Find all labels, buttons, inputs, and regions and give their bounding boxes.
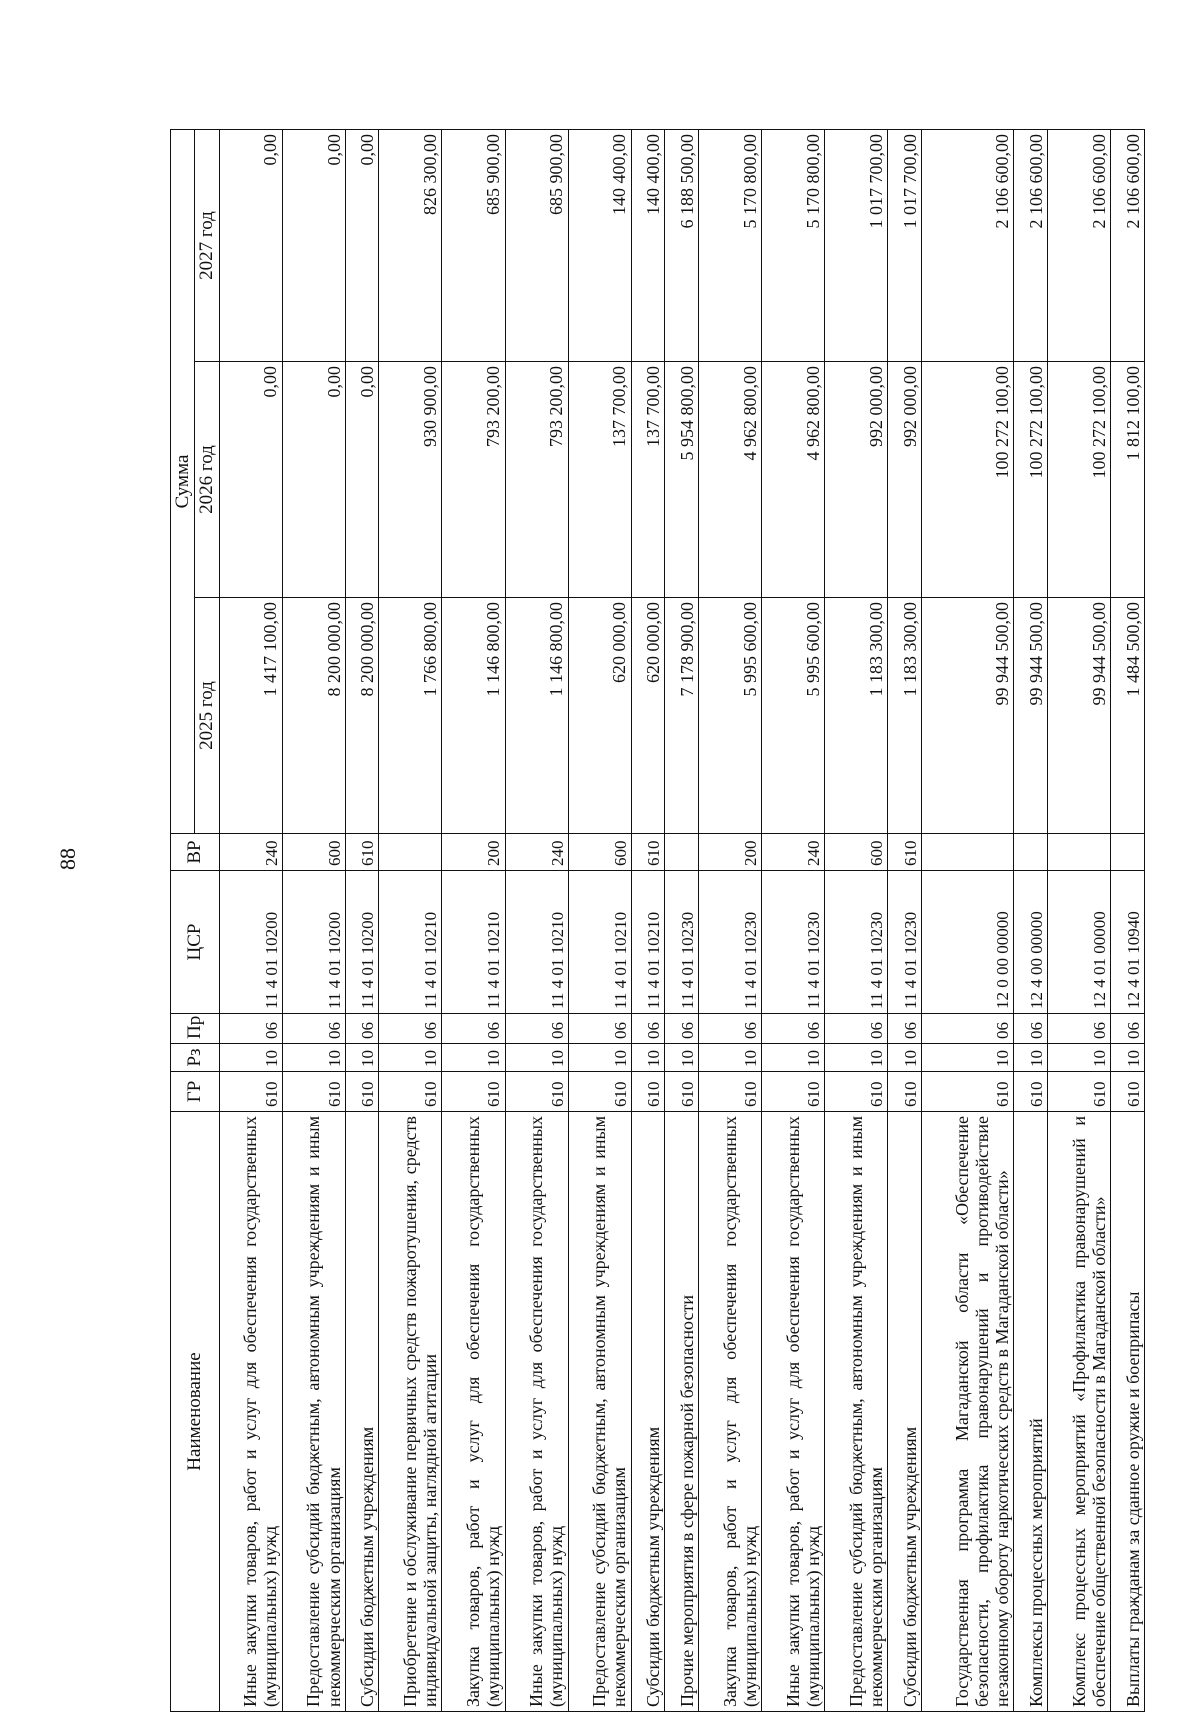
cell-2025: 1 146 800,00 [505,598,568,834]
cell-2025: 1 417 100,00 [219,598,282,834]
cell-2025: 99 944 500,00 [1014,598,1048,834]
table-body [219,130,1144,1712]
cell-pr: 06 [505,1014,568,1044]
cell-csr: 11 4 01 10210 [379,871,442,1014]
cell-pr: 06 [825,1014,888,1044]
cell-2026: 137 700,00 [568,362,631,598]
cell-name: Приобретение и обслуживание первичных средств пожаротушения, средств индивидуальной защиты, наглядной агитации [379,1112,442,1712]
cell-2025: 620 000,00 [568,598,631,834]
cell-2026: 100 272 100,00 [1048,362,1111,598]
rotated-table-container [170,130,1145,1712]
cell-2026: 992 000,00 [825,362,888,598]
table-row [1014,130,1048,1712]
cell-pr: 06 [921,1014,1013,1044]
cell-gr: 610 [345,1072,379,1112]
cell-gr: 610 [762,1072,825,1112]
cell-pr: 06 [1048,1014,1111,1044]
budget-table [170,129,1145,1712]
cell-2027: 140 400,00 [631,130,665,362]
table-row [665,130,699,1712]
cell-vr: 240 [505,834,568,871]
cell-name: Закупка товаров, работ и услуг для обеспечения государственных (муниципальных) нужд [442,1112,505,1712]
table-row [379,130,442,1712]
cell-vr: 200 [699,834,762,871]
cell-vr [1014,834,1048,871]
cell-2025: 8 200 000,00 [282,598,345,834]
cell-rz: 10 [379,1044,442,1072]
cell-pr: 06 [568,1014,631,1044]
cell-gr: 610 [282,1072,345,1112]
cell-pr: 06 [1014,1014,1048,1044]
cell-rz: 10 [345,1044,379,1072]
cell-2026: 992 000,00 [888,362,922,598]
table-row [568,130,631,1712]
cell-csr: 11 4 01 10230 [825,871,888,1014]
header-rz: Рз [171,1044,220,1072]
cell-gr: 610 [1048,1072,1111,1112]
cell-2026: 4 962 800,00 [699,362,762,598]
cell-2025: 5 995 600,00 [762,598,825,834]
cell-rz: 10 [568,1044,631,1072]
cell-gr: 610 [699,1072,762,1112]
cell-pr: 06 [1111,1014,1145,1044]
cell-vr: 240 [219,834,282,871]
cell-vr: 610 [631,834,665,871]
cell-rz: 10 [442,1044,505,1072]
header-2025: 2025 год [195,598,219,834]
cell-gr: 610 [1111,1072,1145,1112]
cell-rz: 10 [1111,1044,1145,1072]
cell-2025: 1 484 500,00 [1111,598,1145,834]
cell-vr [1111,834,1145,871]
cell-rz: 10 [219,1044,282,1072]
cell-2027: 6 188 500,00 [665,130,699,362]
header-2026: 2026 год [195,362,219,598]
cell-2025: 99 944 500,00 [921,598,1013,834]
cell-rz: 10 [825,1044,888,1072]
cell-gr: 610 [825,1072,888,1112]
cell-vr: 610 [345,834,379,871]
cell-2025: 1 766 800,00 [379,598,442,834]
table-row [1111,130,1145,1712]
cell-2025: 1 146 800,00 [442,598,505,834]
cell-pr: 06 [631,1014,665,1044]
cell-name: Субсидии бюджетным учреждениям [345,1112,379,1712]
cell-name: Предоставление субсидий бюджетным, автономным учреждениям и иным некоммерческим организациям [568,1112,631,1712]
cell-gr: 610 [1014,1072,1048,1112]
cell-pr: 06 [282,1014,345,1044]
table-row [631,130,665,1712]
cell-gr: 610 [888,1072,922,1112]
cell-2026: 0,00 [345,362,379,598]
cell-pr: 06 [888,1014,922,1044]
cell-csr: 12 4 00 00000 [1014,871,1048,1014]
cell-2026: 0,00 [219,362,282,598]
cell-gr: 610 [665,1072,699,1112]
table-row [505,130,568,1712]
cell-pr: 06 [345,1014,379,1044]
cell-vr: 600 [282,834,345,871]
table-row [282,130,345,1712]
cell-csr: 11 4 01 10210 [568,871,631,1014]
table-row [921,130,1013,1712]
table-row [1048,130,1111,1712]
cell-vr: 200 [442,834,505,871]
table-row [888,130,922,1712]
cell-csr: 11 4 01 10200 [219,871,282,1014]
cell-2027: 140 400,00 [568,130,631,362]
cell-2026: 4 962 800,00 [762,362,825,598]
cell-2026: 793 200,00 [442,362,505,598]
cell-2027: 826 300,00 [379,130,442,362]
cell-2025: 620 000,00 [631,598,665,834]
cell-2025: 1 183 300,00 [888,598,922,834]
cell-gr: 610 [442,1072,505,1112]
cell-vr: 600 [825,834,888,871]
cell-name: Иные закупки товаров, работ и услуг для обеспечения государственных (муниципальных) нужд [762,1112,825,1712]
cell-csr: 11 4 01 10210 [442,871,505,1014]
cell-2026: 137 700,00 [631,362,665,598]
cell-2027: 0,00 [219,130,282,362]
cell-2025: 8 200 000,00 [345,598,379,834]
cell-name: Комплексы процессных мероприятий [1014,1112,1048,1712]
cell-name: Государственная программа Магаданской области «Обеспечение безопасности, профилактика правонарушений и противодействие незаконному обороту наркотических средств в Магаданской области» [921,1112,1013,1712]
cell-2025: 99 944 500,00 [1048,598,1111,834]
cell-2025: 5 995 600,00 [699,598,762,834]
page-number: 88 [55,848,80,870]
cell-name: Комплекс процессных мероприятий «Профилактика правонарушений и обеспечение общественной безопасности в Магаданской области» [1048,1112,1111,1712]
cell-csr: 11 4 01 10230 [665,871,699,1014]
cell-vr [665,834,699,871]
table-header [171,130,220,1712]
cell-name: Субсидии бюджетным учреждениям [631,1112,665,1712]
cell-2026: 793 200,00 [505,362,568,598]
table-row [762,130,825,1712]
cell-vr: 600 [568,834,631,871]
cell-pr: 06 [665,1014,699,1044]
cell-2026: 930 900,00 [379,362,442,598]
cell-pr: 06 [762,1014,825,1044]
header-gr: ГР [171,1072,220,1112]
cell-csr: 12 0 00 00000 [921,871,1013,1014]
table-row [825,130,888,1712]
cell-rz: 10 [762,1044,825,1072]
cell-vr [379,834,442,871]
cell-name: Предоставление субсидий бюджетным, автономным учреждениям и иным некоммерческим организациям [282,1112,345,1712]
cell-2027: 685 900,00 [442,130,505,362]
cell-2027: 1 017 700,00 [888,130,922,362]
cell-rz: 10 [631,1044,665,1072]
cell-csr: 11 4 01 10230 [699,871,762,1014]
header-sum: Сумма [171,130,195,834]
cell-2027: 2 106 600,00 [921,130,1013,362]
cell-2026: 100 272 100,00 [921,362,1013,598]
header-vr: ВР [171,834,220,871]
cell-rz: 10 [888,1044,922,1072]
cell-csr: 11 4 01 10210 [505,871,568,1014]
cell-name: Субсидии бюджетным учреждениям [888,1112,922,1712]
cell-csr: 12 4 01 00000 [1048,871,1111,1014]
cell-2027: 685 900,00 [505,130,568,362]
cell-pr: 06 [442,1014,505,1044]
cell-2025: 7 178 900,00 [665,598,699,834]
cell-name: Закупка товаров, работ и услуг для обеспечения государственных (муниципальных) нужд [699,1112,762,1712]
cell-2027: 2 106 600,00 [1014,130,1048,362]
cell-pr: 06 [699,1014,762,1044]
cell-vr [921,834,1013,871]
cell-name: Выплаты гражданам за сданное оружие и боеприпасы [1111,1112,1145,1712]
cell-vr: 240 [762,834,825,871]
cell-2026: 5 954 800,00 [665,362,699,598]
cell-2025: 1 183 300,00 [825,598,888,834]
table-row [219,130,282,1712]
cell-vr [1048,834,1111,871]
cell-gr: 610 [505,1072,568,1112]
cell-2026: 0,00 [282,362,345,598]
cell-name: Иные закупки товаров, работ и услуг для обеспечения государственных (муниципальных) нужд [219,1112,282,1712]
header-pr: Пр [171,1014,220,1044]
cell-gr: 610 [379,1072,442,1112]
table-row [699,130,762,1712]
cell-gr: 610 [568,1072,631,1112]
cell-rz: 10 [505,1044,568,1072]
cell-gr: 610 [631,1072,665,1112]
cell-csr: 11 4 01 10200 [282,871,345,1014]
cell-csr: 11 4 01 10210 [631,871,665,1014]
cell-2027: 0,00 [282,130,345,362]
cell-2027: 0,00 [345,130,379,362]
cell-csr: 11 4 01 10200 [345,871,379,1014]
cell-csr: 11 4 01 10230 [888,871,922,1014]
cell-2027: 5 170 800,00 [762,130,825,362]
cell-2027: 5 170 800,00 [699,130,762,362]
cell-2026: 100 272 100,00 [1014,362,1048,598]
cell-pr: 06 [379,1014,442,1044]
header-name: Наименование [171,1112,220,1712]
table-row [345,130,379,1712]
cell-vr: 610 [888,834,922,871]
cell-rz: 10 [282,1044,345,1072]
cell-2026: 1 812 100,00 [1111,362,1145,598]
cell-rz: 10 [1048,1044,1111,1072]
cell-name: Иные закупки товаров, работ и услуг для обеспечения государственных (муниципальных) нужд [505,1112,568,1712]
cell-csr: 11 4 01 10230 [762,871,825,1014]
cell-name: Предоставление субсидий бюджетным, автономным учреждениям и иным некоммерческим организациям [825,1112,888,1712]
cell-rz: 10 [699,1044,762,1072]
cell-csr: 12 4 01 10940 [1111,871,1145,1014]
cell-name: Прочие мероприятия в сфере пожарной безопасности [665,1112,699,1712]
cell-2027: 1 017 700,00 [825,130,888,362]
header-csr: ЦСР [171,871,220,1014]
cell-pr: 06 [219,1014,282,1044]
cell-gr: 610 [921,1072,1013,1112]
cell-rz: 10 [665,1044,699,1072]
table-row [442,130,505,1712]
cell-rz: 10 [1014,1044,1048,1072]
cell-2027: 2 106 600,00 [1048,130,1111,362]
cell-gr: 610 [219,1072,282,1112]
header-2027: 2027 год [195,130,219,362]
cell-rz: 10 [921,1044,1013,1072]
cell-2027: 2 106 600,00 [1111,130,1145,362]
